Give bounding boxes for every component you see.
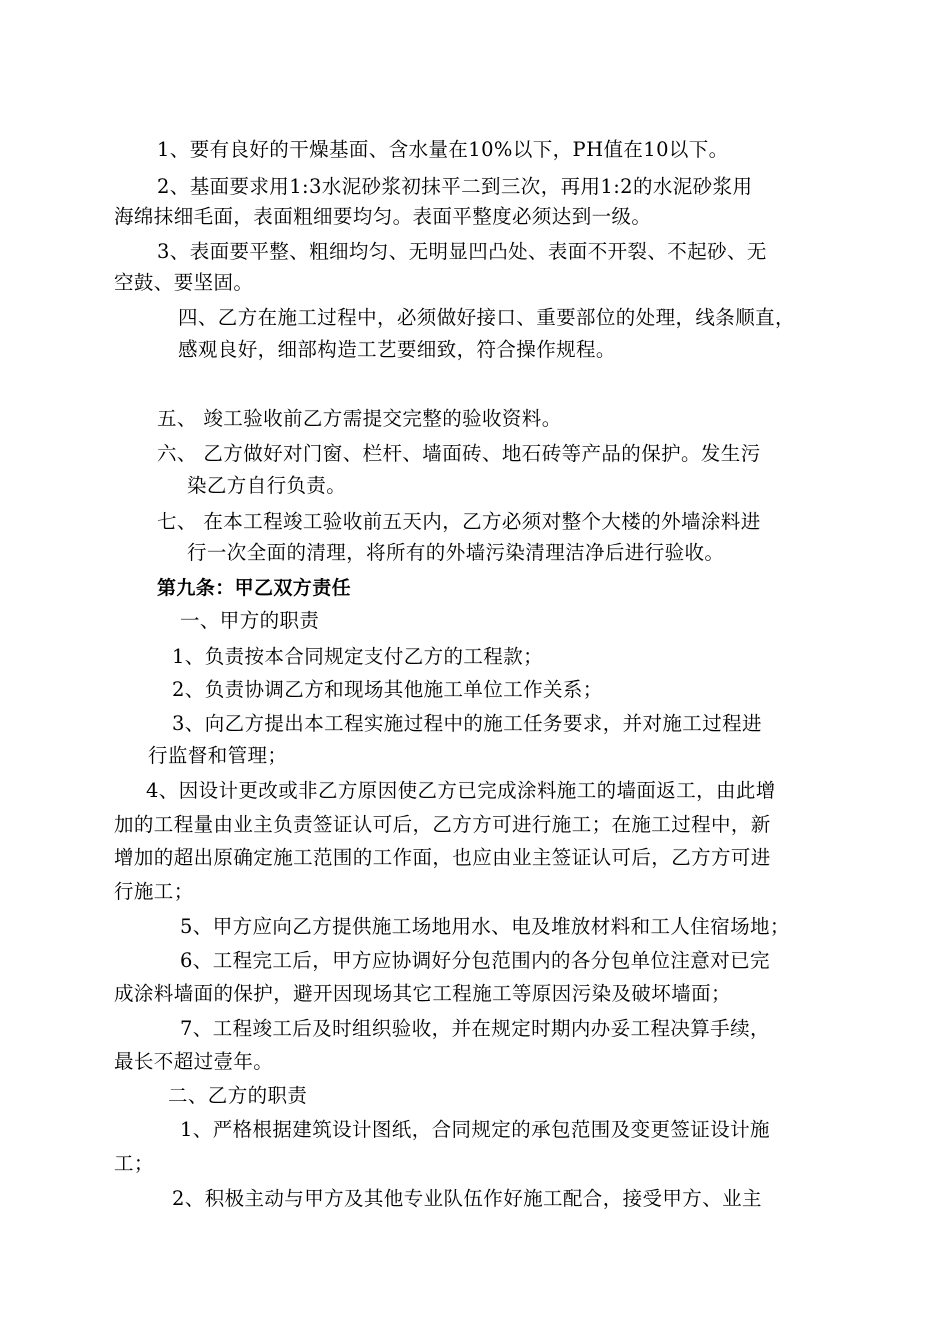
text-line: 3、表面要平整、粗细均匀、无明显凹凸处、表面不开裂、不起砂、无 <box>157 240 767 263</box>
text-line: 2、负责协调乙方和现场其他施工单位工作关系； <box>172 678 603 701</box>
text-line: 五、 竣工验收前乙方需提交完整的验收资料。 <box>157 407 562 430</box>
text-line: 工； <box>114 1152 154 1175</box>
text-line: 7、工程竣工后及时组织验收，并在规定时期内办妥工程决算手续， <box>180 1017 770 1040</box>
section-heading: 第九条：甲乙双方责任 <box>157 577 352 599</box>
text-line: 四、乙方在施工过程中，必须做好接口、重要部位的处理，线条顺直， <box>178 306 795 329</box>
text-line: 最长不超过壹年。 <box>114 1050 274 1073</box>
text-line: 2、积极主动与甲方及其他专业队伍作好施工配合，接受甲方、业主 <box>172 1187 762 1210</box>
text-line: 4、因设计更改或非乙方原因使乙方已完成涂料施工的墙面返工，由此增 <box>146 779 776 802</box>
text-line: 空鼓、要坚固。 <box>114 271 254 294</box>
text-line: 感观良好，细部构造工艺要细致，符合操作规程。 <box>178 338 616 361</box>
text-line: 1、负责按本合同规定支付乙方的工程款； <box>172 645 544 668</box>
text-line: 6、工程完工后，甲方应协调好分包范围内的各分包单位注意对已完 <box>180 949 770 972</box>
text-line: 加的工程量由业主负责签证认可后，乙方方可进行施工；在施工过程中，新 <box>114 813 771 836</box>
text-line: 行监督和管理； <box>148 744 288 767</box>
text-line: 六、 乙方做好对门窗、栏杆、墙面砖、地石砖等产品的保护。发生污 <box>157 442 761 465</box>
text-line: 染乙方自行负责。 <box>187 474 347 497</box>
text-line: 行一次全面的清理，将所有的外墙污染清理洁净后进行验收。 <box>187 541 725 564</box>
subsection-heading: 二、乙方的职责 <box>168 1084 308 1107</box>
text-line: 海绵抹细毛面，表面粗细要均匀。表面平整度必须达到一级。 <box>114 205 652 228</box>
text-line: 3、向乙方提出本工程实施过程中的施工任务要求，并对施工过程进 <box>172 712 762 735</box>
text-line: 1、严格根据建筑设计图纸，合同规定的承包范围及变更签证设计施 <box>180 1118 770 1141</box>
text-line: 七、 在本工程竣工验收前五天内，乙方必须对整个大楼的外墙涂料进 <box>157 510 761 533</box>
text-line: 增加的超出原确定施工范围的工作面，也应由业主签证认可后，乙方方可进 <box>114 846 771 869</box>
text-line: 成涂料墙面的保护，避开因现场其它工程施工等原因污染及破坏墙面； <box>114 982 731 1005</box>
text-line: 行施工； <box>114 880 194 903</box>
text-line: 5、甲方应向乙方提供施工场地用水、电及堆放材料和工人住宿场地； <box>180 915 790 938</box>
text-line: 1、要有良好的干燥基面、含水量在10%以下，PH值在10以下。 <box>157 138 729 161</box>
text-line: 2、基面要求用1:3水泥砂浆初抹平二到三次，再用1:2的水泥砂浆用 <box>157 175 753 198</box>
subsection-heading: 一、甲方的职责 <box>180 609 320 632</box>
